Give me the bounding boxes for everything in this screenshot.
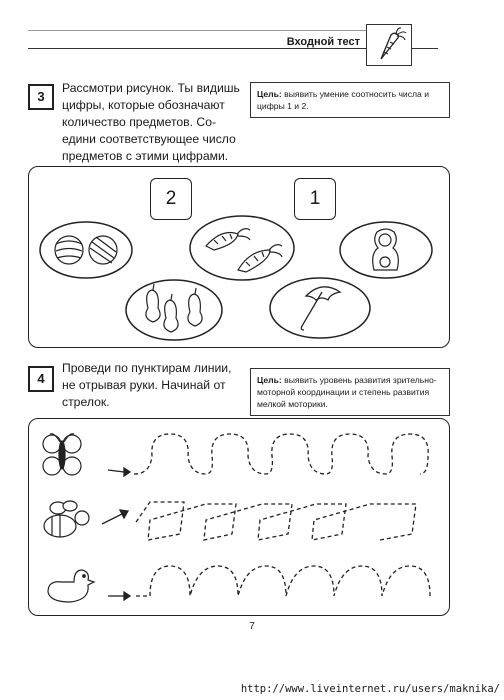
matryoshka-icon <box>373 229 399 270</box>
header-title: Входной тест <box>286 36 360 48</box>
duckling-icon <box>48 570 94 602</box>
tracing-rectangles <box>136 502 416 540</box>
carrot-icon <box>206 229 250 250</box>
number-card-2: 2 <box>150 178 192 220</box>
balls-oval <box>40 222 132 278</box>
goal-text: выявить умение соотносить числа и цифры 1 и 2. <box>257 89 430 111</box>
goal-label: Цель: <box>257 375 282 385</box>
ball-icon <box>55 236 83 264</box>
task-3-line: цифры, которые обозначают <box>62 98 225 112</box>
task-4-number: 4 <box>28 366 54 392</box>
ball-icon <box>89 236 117 264</box>
pear-icon <box>164 294 178 332</box>
umbrella-icon <box>301 287 340 330</box>
task-4-line: Проведи по пунктирам линии, <box>62 361 232 375</box>
task-3-number: 3 <box>28 84 54 110</box>
page-number: 7 <box>249 621 255 632</box>
footer-url[interactable]: http://www.liveinternet.ru/users/maknika/ <box>240 683 500 695</box>
task-4-line: стрелок. <box>62 395 110 409</box>
task-3-line: едини соответствующее число <box>62 132 236 146</box>
pear-icon <box>188 288 202 326</box>
carrot-icon <box>238 245 282 272</box>
number-card-1: 1 <box>294 178 336 220</box>
task-3-line: предметов с этими цифрами. <box>62 149 229 163</box>
bee-icon <box>44 501 89 537</box>
task-4-line: не отрывая руки. Начинай от <box>62 378 226 392</box>
pear-icon <box>146 284 160 322</box>
start-arrow-icon <box>102 510 128 524</box>
butterfly-icon <box>43 434 81 475</box>
tracing-arches <box>136 566 430 596</box>
tracing-loops <box>134 434 428 474</box>
goal-text: выявить уровень развития зрительно-моторной координации и степень развития мелкой моторики. <box>257 375 437 409</box>
start-arrow-icon <box>108 468 130 476</box>
goal-label: Цель: <box>257 89 282 99</box>
start-arrow-icon <box>108 592 130 600</box>
task-3-line: Рассмотри рисунок. Ты видишь <box>62 81 240 95</box>
task-3-line: количество предметов. Со- <box>62 115 217 129</box>
